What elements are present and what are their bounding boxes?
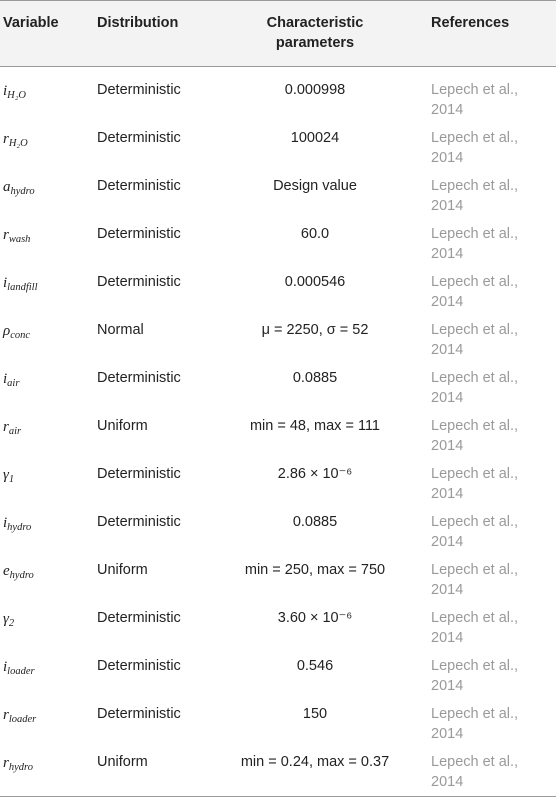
distribution-cell: Deterministic: [97, 466, 181, 482]
reference-line-1[interactable]: Lepech et al.,: [431, 322, 519, 338]
variable-subscript: conc: [10, 330, 31, 341]
table-row: [0, 71, 556, 119]
table-header: [0, 0, 556, 67]
reference-line-2[interactable]: 2014: [431, 726, 464, 742]
reference-line-1[interactable]: Lepech et al.,: [431, 418, 519, 434]
reference-line-2[interactable]: 2014: [431, 486, 464, 502]
table-bottom-rule: [0, 796, 556, 797]
parameters-cell: 0.546: [296, 658, 334, 674]
reference-cell[interactable]: [431, 368, 551, 408]
parameters-cell: 2.86 × 10⁻⁶: [277, 466, 353, 482]
reference-cell[interactable]: [431, 704, 551, 744]
column-header-parameters-line1: Characteristic: [266, 15, 364, 31]
variable-cell: [3, 753, 33, 773]
reference-cell[interactable]: [431, 80, 551, 120]
distribution-cell: Deterministic: [97, 658, 181, 674]
variable-subscript: hydro: [10, 186, 35, 197]
table-row: [0, 695, 556, 743]
variable-cell: [3, 465, 14, 485]
variable-symbol: i: [3, 515, 8, 531]
table-row: [0, 503, 556, 551]
distribution-cell: Deterministic: [97, 706, 181, 722]
distribution-cell: Uniform: [97, 418, 148, 434]
parameters-cell: 100024: [290, 130, 340, 146]
reference-cell[interactable]: [431, 464, 551, 504]
variable-symbol: γ: [3, 467, 9, 483]
parameters-cell: min = 48, max = 111: [249, 418, 381, 434]
parameters-cell: min = 250, max = 750: [244, 562, 386, 578]
column-header-variable: Variable: [3, 15, 59, 31]
distribution-cell: Uniform: [97, 754, 148, 770]
reference-cell[interactable]: [431, 224, 551, 264]
distribution-cell: Deterministic: [97, 610, 181, 626]
variable-symbol: r: [3, 755, 9, 771]
variable-subscript: air: [8, 426, 22, 437]
reference-line-1[interactable]: Lepech et al.,: [431, 178, 519, 194]
reference-line-2[interactable]: 2014: [431, 102, 464, 118]
variable-subscript: 2: [8, 618, 15, 629]
reference-line-1[interactable]: Lepech et al.,: [431, 82, 519, 98]
distribution-cell: Deterministic: [97, 226, 181, 242]
reference-cell[interactable]: [431, 560, 551, 600]
variable-symbol: e: [3, 563, 10, 579]
variable-cell: [3, 609, 14, 629]
table-row: [0, 311, 556, 359]
parameters-cell: Design value: [273, 178, 357, 194]
variable-subscript: hydro: [7, 522, 32, 533]
variable-cell: [3, 705, 36, 725]
column-header-parameters-line2: parameters: [275, 35, 355, 51]
reference-line-2[interactable]: 2014: [431, 678, 464, 694]
variable-cell: [3, 561, 34, 581]
distribution-cell: Uniform: [97, 562, 148, 578]
reference-line-1[interactable]: Lepech et al.,: [431, 226, 519, 242]
reference-cell[interactable]: [431, 128, 551, 168]
table-row: [0, 167, 556, 215]
table-row: [0, 551, 556, 599]
reference-line-2[interactable]: 2014: [431, 246, 464, 262]
variable-cell: [3, 129, 28, 149]
table-row: [0, 119, 556, 167]
variable-symbol: r: [3, 131, 9, 147]
column-header-references: References: [431, 15, 510, 31]
parameters-cell: 60.0: [300, 226, 330, 242]
reference-line-1[interactable]: Lepech et al.,: [431, 274, 519, 290]
variable-subscript: loader: [7, 666, 35, 677]
reference-line-1[interactable]: Lepech et al.,: [431, 610, 519, 626]
variable-cell: [3, 369, 19, 389]
table-row: [0, 359, 556, 407]
variable-cell: [3, 177, 35, 197]
reference-line-1[interactable]: Lepech et al.,: [431, 514, 519, 530]
distribution-cell: Normal: [97, 322, 144, 338]
reference-line-1[interactable]: Lepech et al.,: [431, 562, 519, 578]
reference-line-1[interactable]: Lepech et al.,: [431, 754, 519, 770]
parameters-cell: 3.60 × 10⁻⁶: [277, 610, 353, 626]
variable-symbol: i: [3, 275, 8, 291]
distribution-cell: Deterministic: [97, 130, 181, 146]
variable-symbol: i: [3, 371, 8, 387]
distribution-cell: Deterministic: [97, 274, 181, 290]
table-row: [0, 407, 556, 455]
table-row: [0, 599, 556, 647]
parameters-cell: 150: [302, 706, 328, 722]
reference-cell[interactable]: [431, 176, 551, 216]
reference-cell[interactable]: [431, 752, 551, 792]
variable-symbol: r: [3, 227, 9, 243]
variable-cell: [3, 513, 31, 533]
variable-subscript: H₂O: [8, 138, 28, 149]
column-header-distribution: Distribution: [97, 15, 179, 31]
parameters-cell: 0.000998: [284, 82, 346, 98]
variable-subscript: wash: [8, 234, 31, 245]
variable-cell: [3, 321, 30, 341]
variable-subscript: hydro: [9, 570, 34, 581]
variable-symbol: a: [3, 179, 11, 195]
column-header-parameters: [230, 13, 400, 53]
reference-line-1[interactable]: Lepech et al.,: [431, 370, 519, 386]
reference-line-2[interactable]: 2014: [431, 390, 464, 406]
variable-subscript: loader: [8, 714, 37, 725]
reference-line-2[interactable]: 2014: [431, 438, 464, 454]
variable-subscript: H₂O: [7, 90, 26, 101]
reference-cell[interactable]: [431, 416, 551, 456]
variable-symbol: i: [3, 83, 8, 99]
reference-line-2[interactable]: 2014: [431, 342, 464, 358]
reference-cell[interactable]: [431, 272, 551, 312]
reference-line-1[interactable]: Lepech et al.,: [431, 466, 519, 482]
distribution-cell: Deterministic: [97, 514, 181, 530]
variable-cell: [3, 225, 30, 245]
table-row: [0, 647, 556, 695]
variable-subscript: landfill: [7, 282, 38, 293]
reference-line-2[interactable]: 2014: [431, 150, 464, 166]
reference-cell[interactable]: [431, 320, 551, 360]
parameters-cell: min = 0.24, max = 0.37: [240, 754, 390, 770]
distribution-cell: Deterministic: [97, 82, 181, 98]
parameters-cell: μ = 2250, σ = 52: [261, 322, 369, 338]
reference-line-1[interactable]: Lepech et al.,: [431, 706, 519, 722]
variable-subscript: 1: [8, 474, 15, 485]
reference-line-1[interactable]: Lepech et al.,: [431, 130, 519, 146]
distribution-cell: Deterministic: [97, 370, 181, 386]
variable-symbol: r: [3, 707, 9, 723]
variable-cell: [3, 81, 26, 101]
table-row: [0, 743, 556, 791]
variable-cell: [3, 417, 21, 437]
table-row: [0, 455, 556, 503]
variable-subscript: hydro: [8, 762, 33, 773]
table-row: [0, 263, 556, 311]
reference-cell[interactable]: [431, 512, 551, 552]
variable-cell: [3, 657, 35, 677]
table-row: [0, 215, 556, 263]
reference-line-2[interactable]: 2014: [431, 774, 464, 790]
variable-symbol: γ: [3, 611, 9, 627]
reference-line-2[interactable]: 2014: [431, 582, 464, 598]
parameters-cell: 0.000546: [284, 274, 346, 290]
variable-symbol: ρ: [3, 323, 11, 339]
variable-subscript: air: [7, 378, 20, 389]
parameters-cell: 0.0885: [292, 370, 338, 386]
reference-cell[interactable]: [431, 656, 551, 696]
reference-line-1[interactable]: Lepech et al.,: [431, 658, 519, 674]
reference-cell[interactable]: [431, 608, 551, 648]
variable-symbol: i: [3, 659, 8, 675]
variable-symbol: r: [3, 419, 9, 435]
reference-line-2[interactable]: 2014: [431, 534, 464, 550]
reference-line-2[interactable]: 2014: [431, 630, 464, 646]
reference-line-2[interactable]: 2014: [431, 294, 464, 310]
distribution-cell: Deterministic: [97, 178, 181, 194]
parameters-cell: 0.0885: [292, 514, 338, 530]
variable-cell: [3, 273, 38, 293]
reference-line-2[interactable]: 2014: [431, 198, 464, 214]
